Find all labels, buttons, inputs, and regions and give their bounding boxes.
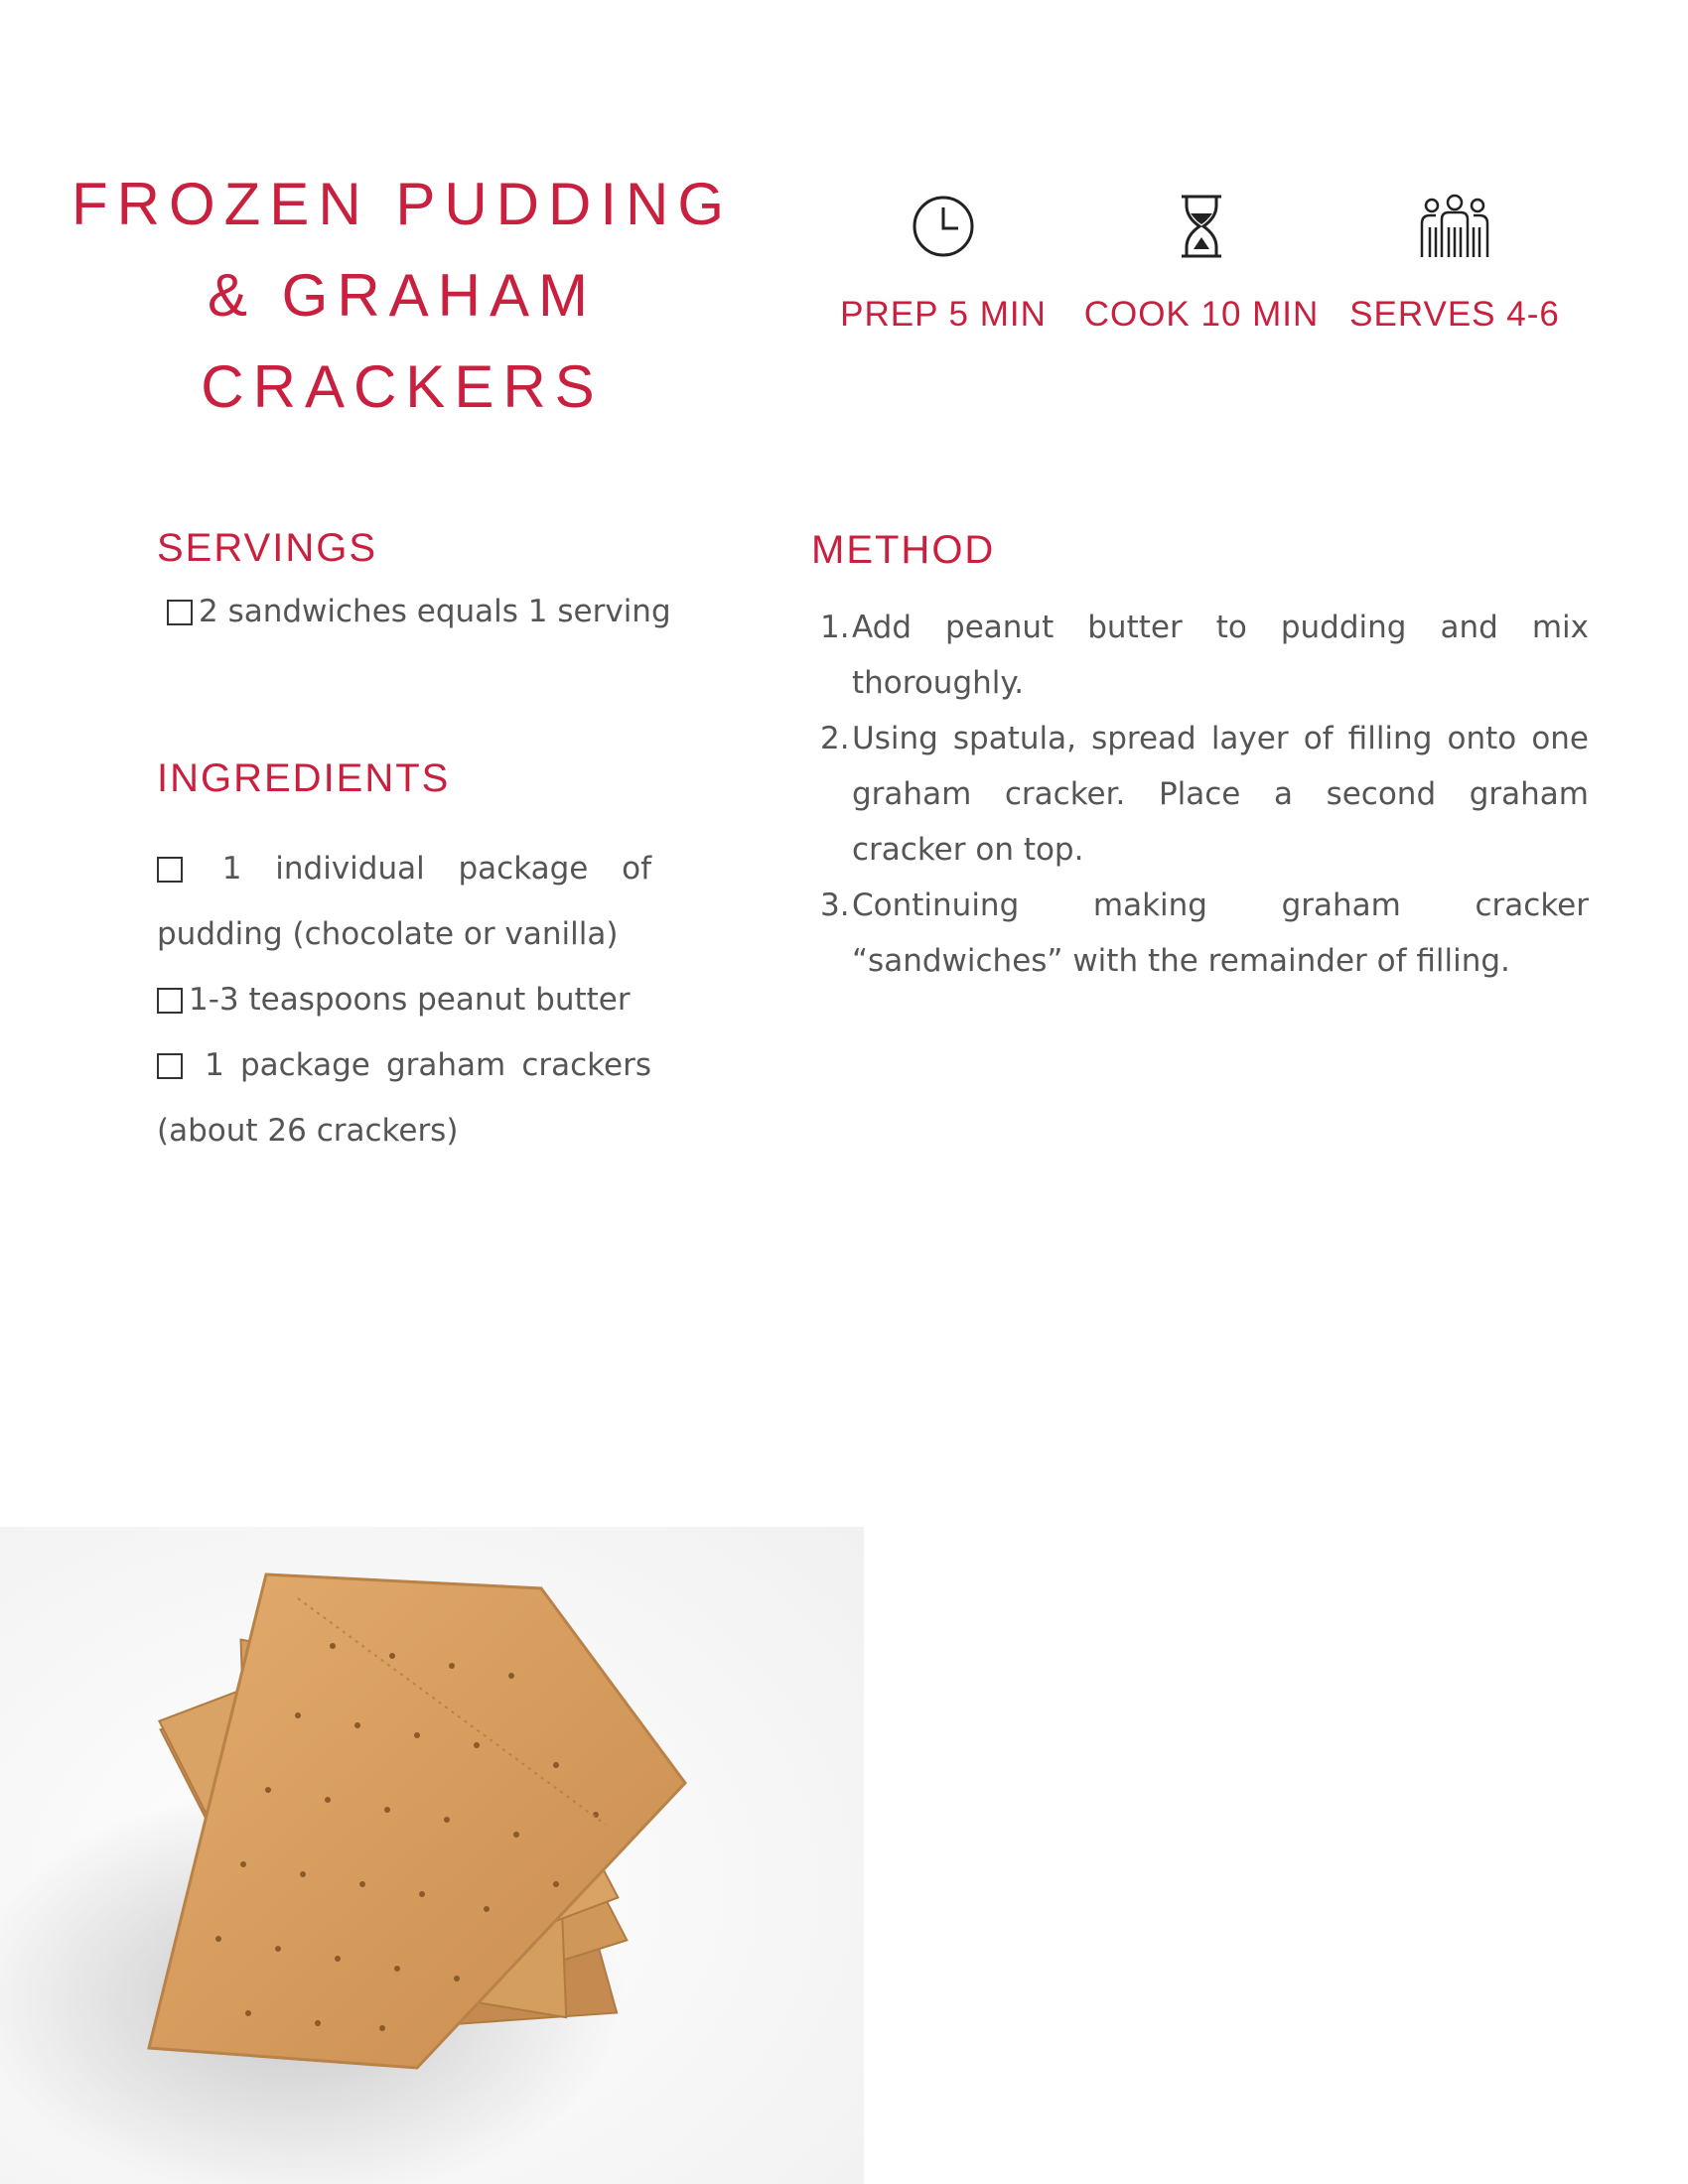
ingredients-list bbox=[157, 836, 651, 1163]
method-list bbox=[820, 600, 1589, 989]
people-icon bbox=[1418, 194, 1491, 259]
serves-label: SERVES 4-6 bbox=[1349, 295, 1560, 334]
servings-item bbox=[167, 594, 671, 629]
servings-list bbox=[167, 594, 671, 629]
servings-item-text: 2 sandwiches equals 1 serving bbox=[199, 594, 671, 629]
method-step bbox=[820, 600, 1589, 711]
step-text: Using spatula, spread layer of filling onto one graham cracker. Place a second graham cracker on top. bbox=[852, 721, 1589, 868]
ingredient-item bbox=[157, 836, 651, 967]
step-number: 2. bbox=[820, 721, 850, 756]
clock-icon bbox=[911, 194, 976, 259]
checkbox[interactable] bbox=[157, 1053, 183, 1079]
cook-time-label: COOK 10 MIN bbox=[1083, 295, 1320, 334]
graham-cracker-photo bbox=[0, 1527, 864, 2184]
prep-time-label: PREP 5 MIN bbox=[840, 295, 1047, 334]
title-line-1: FROZEN PUDDING bbox=[71, 171, 733, 237]
hourglass-icon bbox=[1177, 194, 1226, 259]
ingredients-heading: INGREDIENTS bbox=[157, 756, 451, 800]
method-step bbox=[820, 878, 1589, 989]
checkbox[interactable] bbox=[157, 857, 183, 883]
title-line-2: & GRAHAM bbox=[207, 262, 598, 329]
ingredient-item-text: 1 package graham crackers (about 26 crackers) bbox=[157, 1047, 651, 1149]
serves bbox=[1336, 194, 1574, 335]
ingredient-item-text: 1 individual package of pudding (chocolate or vanilla) bbox=[157, 851, 652, 952]
step-text: Continuing making graham cracker “sandwiches” with the remainder of filling. bbox=[852, 887, 1589, 979]
ingredient-item bbox=[157, 1032, 651, 1163]
method-heading: METHOD bbox=[811, 528, 996, 572]
ingredient-item-text: 1-3 teaspoons peanut butter bbox=[189, 982, 631, 1018]
checkbox[interactable] bbox=[167, 600, 193, 625]
cook-time bbox=[1072, 194, 1331, 335]
step-number: 3. bbox=[820, 887, 850, 923]
step-number: 1. bbox=[820, 610, 850, 645]
method-step bbox=[820, 711, 1589, 878]
recipe-title bbox=[70, 159, 735, 433]
servings-heading: SERVINGS bbox=[157, 526, 377, 570]
step-text: Add peanut butter to pudding and mix thoroughly. bbox=[852, 610, 1589, 701]
checkbox[interactable] bbox=[157, 988, 183, 1014]
prep-time bbox=[824, 194, 1062, 335]
title-line-3: CRACKERS bbox=[201, 353, 604, 420]
ingredient-item bbox=[157, 967, 651, 1032]
